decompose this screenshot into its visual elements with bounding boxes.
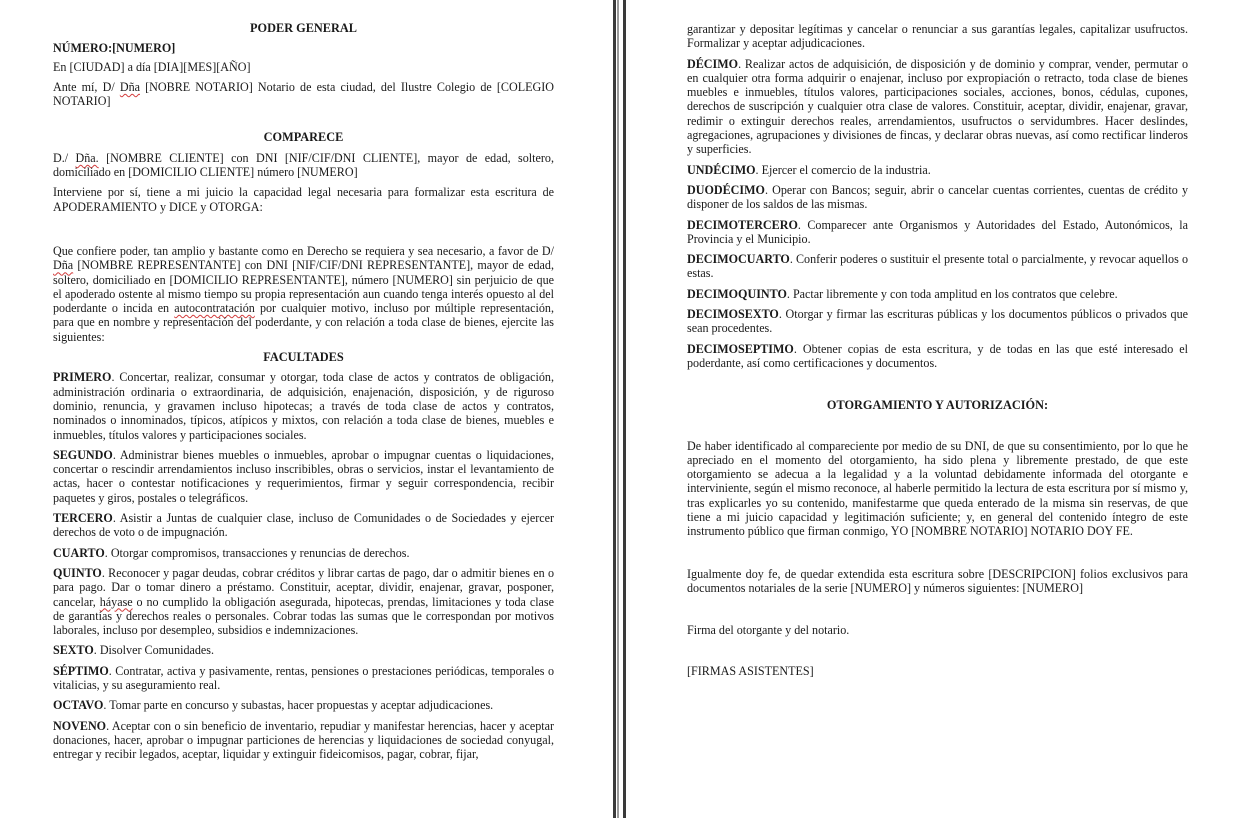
clause-tercero <box>53 511 554 540</box>
clause-heading: DÉCIMO <box>687 56 739 71</box>
clause-text: . Conferir poderes o sustituir el presente total o parcialmente, y revocar aquellos o estas. <box>687 252 1188 281</box>
clause-duodecimo <box>687 183 1188 212</box>
clause-heading: SÉPTIMO <box>53 663 109 678</box>
cliente-text-2: [NOMBRE CLIENTE] con DNI [NIF/CIF/DNI CLIENTE], mayor de edad, soltero, domiciliado en [DOMICILIO CLIENTE] número [NUMERO] <box>53 150 554 180</box>
document-page-right <box>628 0 1241 818</box>
clause-text: . Asistir a Juntas de cualquier clase, incluso de Comunidades o de Sociedades y ejercer derechos de voto o de impugnación. <box>53 511 554 540</box>
ciudad-line: En [CIUDAD] a día [DIA][MES][AÑO] <box>53 59 251 74</box>
clause-text: . Otorgar y firmar las escrituras públicas y los documentos públicos o privados que sean procedentes. <box>687 307 1188 336</box>
continuation-paragraph: garantizar y depositar legítimas y cancelar o renunciar a sus garantías legales, capitalizar usufructos. Formalizar y aceptar adjudicaciones. <box>687 22 1188 51</box>
document-page-left <box>0 0 612 818</box>
clause-heading: PRIMERO <box>53 370 112 385</box>
clause-text: . Concertar, realizar, consumar y otorgar, toda clase de actos y contratos de obligación, administración ordinaria o extraordinaria, de adquisición, enajenación, disposición, y de riguroso dominio, renuncia, y gravamen incluso hipotecas; a través de toda clase de actos y contratos, nominados o innominados, típicos, atípicos y mixtos, con relación a toda clase de bienes, muebles e inmuebles, títulos valores y participaciones sociales. <box>53 370 554 442</box>
comparece-heading: COMPARECE <box>263 130 344 145</box>
clause-undecimo <box>687 163 1188 177</box>
clause-heading: OCTAVO <box>53 698 104 713</box>
clause-cuarto <box>53 546 554 560</box>
firmas-asistentes: [FIRMAS ASISTENTES] <box>687 663 814 678</box>
clause-heading: TERCERO <box>53 511 113 526</box>
ante-text-2: [NOBRE NOTARIO] Notario de esta ciudad, del Ilustre Colegio de [COLEGIO NOTARIO] <box>53 79 554 109</box>
clause-heading: DUODÉCIMO <box>687 182 765 197</box>
clause-quinto <box>53 566 554 637</box>
clause-text: . Otorgar compromisos, transacciones y renuncias de derechos. <box>104 545 410 560</box>
facultades-heading: FACULTADES <box>263 350 344 365</box>
clause-heading: QUINTO <box>53 565 102 580</box>
spellcheck-word: autocontratación <box>174 301 255 316</box>
cliente-paragraph <box>53 151 554 180</box>
clause-decimoquinto <box>687 287 1188 301</box>
clause-text: . Contratar, activa y pasivamente, rentas, pensiones o prestaciones periódicas, temporales o vitalicias, y su aseguramiento real. <box>53 663 554 692</box>
clause-heading: DECIMOTERCERO <box>687 217 798 232</box>
clause-text: . Operar con Bancos; seguir, abrir o cancelar cuentas corrientes, cuentas de crédito y disponer de los saldos de las mismas. <box>687 182 1188 212</box>
clause-text: . Tomar parte en concurso y subastas, hacer propuestas y aceptar adjudicaciones. <box>103 698 494 713</box>
page-edge <box>617 0 619 818</box>
cliente-text-1: D./ <box>53 150 76 165</box>
spellcheck-word: Dña <box>53 258 74 273</box>
ante-paragraph <box>53 80 554 109</box>
confiere-text-1: Que confiere poder, tan amplio y bastante como en Derecho se requiera y sea necesario, a favor de D/ <box>53 243 554 258</box>
clause-heading: NOVENO <box>53 718 107 733</box>
clause-septimo <box>53 664 554 693</box>
clause-heading: CUARTO <box>53 545 105 560</box>
clause-text: . Obtener copias de esta escritura, y de todas en las que esté interesado el poderdante, así como certificaciones y documentos. <box>687 341 1188 370</box>
spellcheck-word: Dña. <box>75 150 99 165</box>
clause-decimotercero <box>687 218 1188 247</box>
clause-text: . Realizar actos de adquisición, de disposición y de dominio y comprar, vender, permutar o en cualquier otra forma adquirir o enajenar, incluso por expropiación o retracto, toda clase de bienes muebles e inmuebles, títulos valores, participaciones sociales, acciones, bonos, cédulas, cupones, derechos de suscripción y cualquier otra clase de valores. Constituir, aceptar, dividir, enajenar, gravar, redimir o extinguir derechos reales, arrendamientos, usufructos o servidumbres. Hacer deslindes, agregaciones, agrupaciones y divisiones de fincas, y declarar obras nuevas, así como rectificar linderos y superficies. <box>687 56 1188 157</box>
page-right-text <box>687 22 1188 684</box>
clause-heading: DECIMOSEPTIMO <box>687 341 794 356</box>
clause-text: . Administrar bienes muebles o inmuebles, aprobar o impugnar cuentas o liquidaciones, concertar o rescindir arrendamientos incluso inscribibles, obras o servicios, instar el levantamiento de actas, hacer o contestar notificaciones y requerimientos, firmar y seguir correspondencia, recibir paquetes y giros, postales o telegráficos. <box>53 447 554 505</box>
clause-text: . Aceptar con o sin beneficio de inventario, repudiar y manifestar herencias, hacer y aceptar donaciones, hacer, aprobar o impugnar particiones de herencias y liquidaciones de sociedad conyugal, entregar y recibir legados, aceptar, liquidar y extinguir fideicomisos, pagar, cobrar, fijar, <box>53 718 554 762</box>
clause-sexto <box>53 643 554 657</box>
clause-decimo <box>687 57 1188 157</box>
page-separator <box>612 0 628 818</box>
clause-decimoseptimo <box>687 342 1188 371</box>
spellcheck-word: háyase <box>99 594 133 609</box>
clause-heading: UNDÉCIMO <box>687 162 756 177</box>
clause-text: . Pactar libremente y con toda amplitud en los contratos que celebre. <box>786 286 1118 301</box>
clause-primero <box>53 370 554 441</box>
confiere-text-2: [NOMBRE REPRESENTANTE] con DNI [NIF/CIF/DNI REPRESENTANTE], mayor de edad, soltero, domiciliado en [DOMICILIO REPRESENTANTE], número [NUMERO] sin perjuicio de que el apoderado ostente al mismo tiempo su propia representación aun cuando tenga interés opuesto al del poderdante o incida en <box>53 258 554 316</box>
ante-text-1: Ante mí, D/ <box>53 79 120 94</box>
firma-line: Firma del otorgante y del notario. <box>687 623 850 638</box>
page-edge <box>613 0 616 818</box>
clause-octavo <box>53 698 554 712</box>
clause-noveno <box>53 719 554 762</box>
clause-decimosexto <box>687 307 1188 336</box>
clause-text: . Disolver Comunidades. <box>93 643 215 658</box>
clause-segundo <box>53 448 554 505</box>
clause-text-1: . Reconocer y pagar deudas, cobrar créditos y librar cartas de pago, dar o admitir bienes en o para pago. Dar o tomar dinero a préstamo. Constituir, aceptar, dividir, enajenar, gravar, posponer, cancelar, <box>53 565 554 609</box>
clause-text-2: o no cumplido la obligación asegurada, hipotecas, prendas, limitaciones y toda clase de garantías y derechos reales o personales. Cobrar todas las sumas que le correspondan por motivos laborales, incluso por desempleo, subsidios e indemnizaciones. <box>53 594 554 638</box>
page-edge <box>623 0 626 818</box>
clause-heading: DECIMOSEXTO <box>687 307 779 322</box>
clause-heading: DECIMOCUARTO <box>687 252 790 267</box>
haber-paragraph: De haber identificado al compareciente por medio de su DNI, de que su consentimiento, por lo que he apreciado en el momento del otorgamiento, ha sido plena y libremente prestado, de que este otorgamiento se adecua a la legalidad y a la voluntad debidamente informada del otorgante e interviniente, según el mismo reconoce, al haberle permitido la lectura de esta escritura por sí mismo y, tras explicarles yo su contenido, manifestarme que queda enterado de la misma sin reservas, de que tiene a mi juicio capacidad y legitimación suficiente; y, en general del contenido íntegro de este instrumento público que firman conmigo, YO [NOMBRE NOTARIO] NOTARIO DOY FE. <box>687 438 1188 539</box>
clause-text: . Comparecer ante Organismos y Autoridades del Estado, Autonómicos, la Provincia y el Municipio. <box>687 217 1188 246</box>
otorgamiento-heading: OTORGAMIENTO Y AUTORIZACIÓN: <box>826 398 1049 413</box>
interviene-paragraph: Interviene por sí, tiene a mi juicio la capacidad legal necesaria para formalizar esta escritura de APODERAMIENTO y DICE y OTORGA: <box>53 185 554 214</box>
document-title: PODER GENERAL <box>250 21 357 35</box>
clause-heading: SEXTO <box>53 643 94 658</box>
clause-decimocuarto <box>687 252 1188 281</box>
numero-line: NÚMERO:[NUMERO] <box>53 41 176 56</box>
clause-heading: SEGUNDO <box>53 447 113 462</box>
confiere-text-3: por cualquier motivo, incluso por múltiple representación, para que en nombre y representación del poderdante, y con relación a toda clase de bienes, ejercite las siguientes: <box>53 301 554 344</box>
igualmente-paragraph: Igualmente doy fe, de quedar extendida esta escritura sobre [DESCRIPCION] folios exclusivos para documentos notariales de la serie [NUMERO] y números siguientes: [NUMERO] <box>687 566 1188 595</box>
page-left-text <box>53 21 554 767</box>
clause-heading: DECIMOQUINTO <box>687 286 787 301</box>
clause-text: . Ejercer el comercio de la industria. <box>755 162 931 177</box>
spellcheck-word: Dña <box>119 79 140 94</box>
confiere-paragraph <box>53 244 554 344</box>
